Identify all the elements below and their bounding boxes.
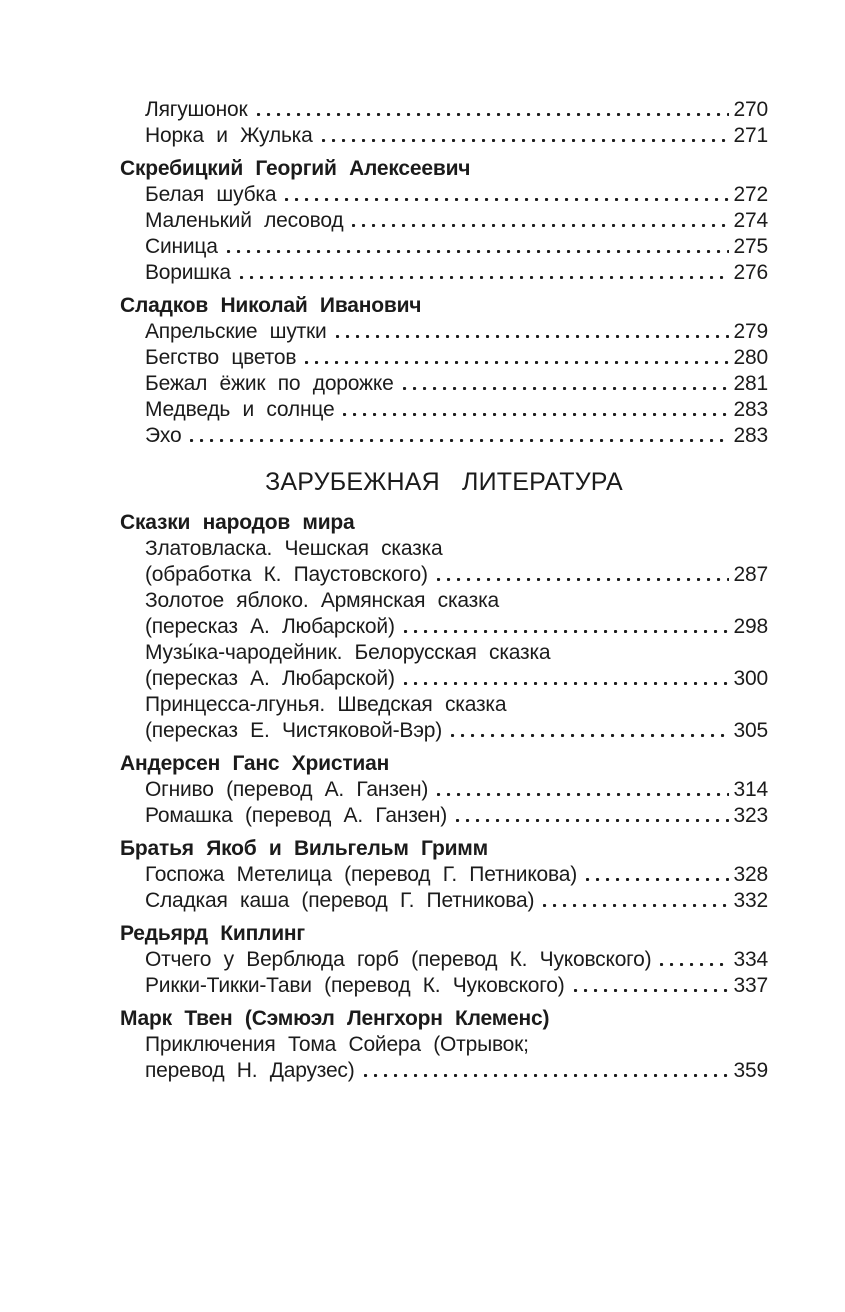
toc-entry xyxy=(120,182,768,208)
page-number: 287 xyxy=(733,563,768,586)
entry-title: Сладкая каша (перевод Г. Петникова) xyxy=(145,889,535,912)
toc-entry xyxy=(120,371,768,397)
toc-entry xyxy=(120,234,768,260)
entry-title: Ромашка (перевод А. Ганзен) xyxy=(145,804,448,827)
entry-title: Золотое яблоко. Армянская сказка xyxy=(145,589,500,612)
toc-group xyxy=(120,1006,768,1084)
entry-title: Бежал ёжик по дорожке xyxy=(145,372,394,395)
dotted-leader xyxy=(240,276,729,279)
dotted-leader xyxy=(336,335,729,338)
entry-title: Лягушонок xyxy=(145,98,248,121)
page-number: 314 xyxy=(733,778,768,801)
entry-line xyxy=(145,640,768,666)
toc-entry xyxy=(120,692,768,744)
entry-line xyxy=(145,692,768,718)
toc-entry xyxy=(120,208,768,234)
entry-title: Белая шубка xyxy=(145,183,277,206)
entry-title: Синица xyxy=(145,235,218,258)
page-number: 328 xyxy=(733,863,768,886)
toc-entry xyxy=(120,888,768,914)
toc-entry xyxy=(120,973,768,999)
entry-title: Бегство цветов xyxy=(145,346,297,369)
entry-title: Медведь и солнце xyxy=(145,398,335,421)
entry-line-with-page xyxy=(145,234,768,260)
entry-line-with-page xyxy=(145,319,768,345)
entry-line-with-page xyxy=(145,777,768,803)
page-number: 272 xyxy=(733,183,768,206)
page-number: 332 xyxy=(733,889,768,912)
entry-title: Приключения Тома Сойера (Отрывок; xyxy=(145,1033,529,1056)
page-number: 280 xyxy=(733,346,768,369)
page-number: 271 xyxy=(733,124,768,147)
entry-line-with-page xyxy=(145,862,768,888)
entry-title: Апрельские шутки xyxy=(145,320,327,343)
author-name: Сладков Николай Иванович xyxy=(120,294,422,317)
author-name: Сказки народов мира xyxy=(120,511,355,534)
dotted-leader xyxy=(660,963,728,966)
page-number: 274 xyxy=(733,209,768,232)
author-name: Братья Якоб и Вильгельм Гримм xyxy=(120,837,488,860)
toc-entry xyxy=(120,423,768,449)
page-number: 279 xyxy=(733,320,768,343)
entry-line-with-page xyxy=(145,371,768,397)
dotted-leader xyxy=(437,793,728,796)
dotted-leader xyxy=(404,630,729,633)
entry-line-with-page xyxy=(145,260,768,286)
toc-group xyxy=(120,293,768,449)
entry-title: (обработка К. Паустовского) xyxy=(145,563,428,586)
entry-line xyxy=(145,588,768,614)
dotted-leader xyxy=(543,904,728,907)
dotted-leader xyxy=(404,682,729,685)
entry-title: Огниво (перевод А. Ганзен) xyxy=(145,778,429,801)
toc-entry xyxy=(120,588,768,640)
page-number: 300 xyxy=(733,667,768,690)
toc-group xyxy=(120,921,768,999)
entry-line-with-page xyxy=(145,397,768,423)
section-heading: ЗАРУБЕЖНАЯ ЛИТЕРАТУРА xyxy=(265,468,623,496)
entry-title: Госпожа Метелица (перевод Г. Петникова) xyxy=(145,863,578,886)
page-number: 334 xyxy=(733,948,768,971)
dotted-leader xyxy=(586,878,729,881)
page-number: 298 xyxy=(733,615,768,638)
entry-line-with-page xyxy=(145,973,768,999)
entry-line-with-page xyxy=(145,562,768,588)
entry-title: Златовласка. Чешская сказка xyxy=(145,537,443,560)
toc-entry xyxy=(120,123,768,149)
toc-entry xyxy=(120,345,768,371)
toc-group xyxy=(120,836,768,914)
entry-title: (пересказ Е. Чистяковой-Вэр) xyxy=(145,719,443,742)
dotted-leader xyxy=(456,819,728,822)
entry-title: перевод Н. Дарузес) xyxy=(145,1059,355,1082)
entry-title: Рикки-Тикки-Тави (перевод К. Чуковского) xyxy=(145,974,565,997)
toc-group xyxy=(120,156,768,286)
toc-entry xyxy=(120,777,768,803)
entry-line xyxy=(145,536,768,562)
dotted-leader xyxy=(305,361,728,364)
toc-group xyxy=(120,510,768,744)
dotted-leader xyxy=(403,387,729,390)
entry-title: Музы́ка-чародейник. Белорусская сказка xyxy=(145,641,551,664)
page-number: 281 xyxy=(733,372,768,395)
page-number: 359 xyxy=(733,1059,768,1082)
entry-line-with-page xyxy=(145,182,768,208)
entry-title: (пересказ А. Любарской) xyxy=(145,615,395,638)
author-name: Скребицкий Георгий Алексеевич xyxy=(120,157,471,180)
toc-entry xyxy=(120,397,768,423)
entry-line-with-page xyxy=(145,345,768,371)
entry-line-with-page xyxy=(145,1058,768,1084)
entry-line-with-page xyxy=(145,718,768,744)
page-number: 283 xyxy=(733,424,768,447)
entry-line-with-page xyxy=(145,97,768,123)
dotted-leader xyxy=(257,113,729,116)
page-number: 275 xyxy=(733,235,768,258)
toc-group xyxy=(120,97,768,149)
dotted-leader xyxy=(574,989,729,992)
dotted-leader xyxy=(352,224,728,227)
toc-entry xyxy=(120,803,768,829)
entry-title: Норка и Жулька xyxy=(145,124,313,147)
dotted-leader xyxy=(285,198,728,201)
entry-line xyxy=(145,1032,768,1058)
entry-line-with-page xyxy=(145,888,768,914)
page-number: 337 xyxy=(733,974,768,997)
author-name: Редьярд Киплинг xyxy=(120,922,305,945)
page-number: 276 xyxy=(733,261,768,284)
dotted-leader xyxy=(322,139,729,142)
entry-line-with-page xyxy=(145,666,768,692)
dotted-leader xyxy=(437,578,729,581)
author-name: Андерсен Ганс Христиан xyxy=(120,752,390,775)
dotted-leader xyxy=(364,1074,729,1077)
entry-line-with-page xyxy=(145,947,768,973)
toc-entry xyxy=(120,1032,768,1084)
toc-entry xyxy=(120,947,768,973)
entry-title: Эхо xyxy=(145,424,182,447)
page-number: 270 xyxy=(733,98,768,121)
toc-group xyxy=(120,751,768,829)
entry-line-with-page xyxy=(145,123,768,149)
page-number: 283 xyxy=(733,398,768,421)
toc-entry xyxy=(120,319,768,345)
dotted-leader xyxy=(451,734,729,737)
entry-line-with-page xyxy=(145,614,768,640)
dotted-leader xyxy=(343,413,728,416)
entry-title: Маленький лесовод xyxy=(145,209,344,232)
toc-entry xyxy=(120,97,768,123)
page-number: 305 xyxy=(733,719,768,742)
toc-entry xyxy=(120,862,768,888)
page-number: 323 xyxy=(733,804,768,827)
author-name: Марк Твен (Сэмюэл Ленгхорн Клеменс) xyxy=(120,1007,550,1030)
dotted-leader xyxy=(190,439,728,442)
entry-title: Воришка xyxy=(145,261,231,284)
toc-entry xyxy=(120,260,768,286)
entry-title: Отчего у Верблюда горб (перевод К. Чуковского) xyxy=(145,948,652,971)
table-of-contents xyxy=(120,97,768,1084)
entry-title: Принцесса-лгунья. Шведская сказка xyxy=(145,693,507,716)
toc-entry xyxy=(120,536,768,588)
dotted-leader xyxy=(227,250,729,253)
toc-entry xyxy=(120,640,768,692)
entry-line-with-page xyxy=(145,208,768,234)
entry-title: (пересказ А. Любарской) xyxy=(145,667,395,690)
entry-line-with-page xyxy=(145,423,768,449)
entry-line-with-page xyxy=(145,803,768,829)
